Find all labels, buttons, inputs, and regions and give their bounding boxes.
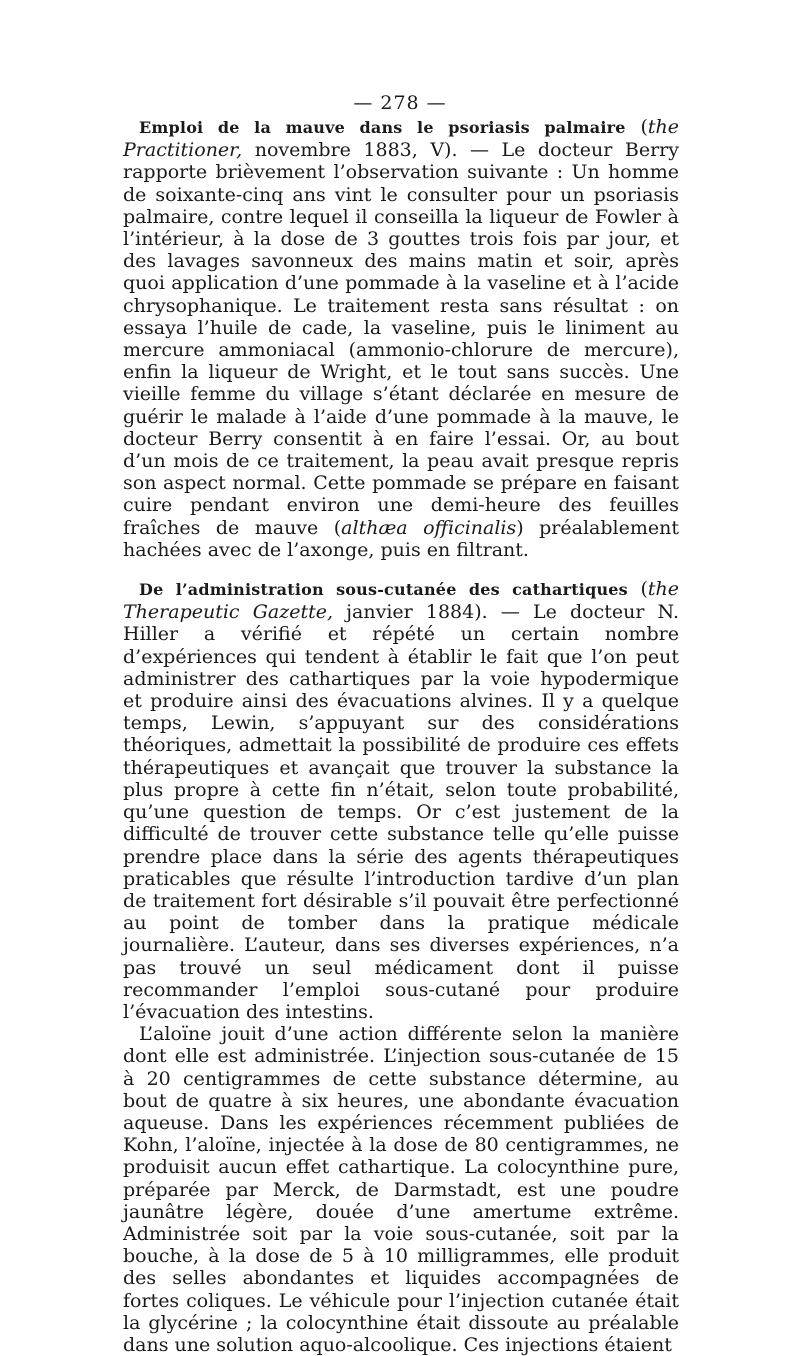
source-date-1: novembre 1883, V). — [242,139,502,162]
body-text-1-end: préalablement hachées avec de l’axonge, puis en filtrant. [123,516,679,561]
heading-mauve-psoriasis: Emploi de la mauve dans le psoriasis palmaire [139,118,626,137]
page-body [123,116,679,1356]
source-date-2: janvier 1884). — [333,601,533,624]
paragraph-mauve-psoriasis: Emploi de la mauve dans le psoriasis palmaire (the Practitioner, novembre 1883, V). — Le docteur Berry rapporte brièvement l’observation suivante : Un homme de soixante-cinq ans vint le consulter pour un psoriasis palmaire, contre lequel il conseilla la liqueur de Fowler à l’intérieur, à la dose de 3 gouttes trois fois par jour, et des lavages savonneux des mains matin et soir, après quoi application d’une pommade à la vaseline et à l’acide chrysophanique. Le traitement resta sans résultat : on essaya l’huile de cade, la vaseline, puis le liniment au mercure ammoniacal (ammonio-chlorure de mercure), enfin la liqueur de Wright, et le tout sans succès. Une vieille femme du village s’étant déclarée en mesure de guérir le malade à l’aide d’une pommade à la mauve, le docteur Berry consentit à en faire l’essai. Or, au bout d’un mois de ce traitement, la peau avait presque repris son aspect normal. Cette pommade se prépare en faisant cuire pendant environ une demi-heure des feuilles fraîches de mauve (althæa officinalis) préalablement hachées avec de l’axonge, puis en filtrant. [123,116,679,561]
paragraph-cathartiques: De l’administration sous-cutanée des cathartiques (the Therapeutic Gazette, janvier 1884). — Le docteur N. Hiller a vérifié et répété un certain nombre d’expériences qui tendent à établir le fait que l’on peut administrer des cathartiques par la voie hypodermique et produire ainsi des évacuations alvines. Il y a quelque temps, Lewin, s’appuyant sur des considérations théoriques, admettait la possibilité de produire ces effets thérapeutiques et avançait que trouver la substance la plus propre à cette fin n’était, selon toute probabilité, qu’une question de temps. Or c’est justement de la difficulté de trouver cette substance telle qu’elle puisse prendre place dans la série des agents thérapeutiques praticables que résulte l’introduction tardive d’un plan de traitement fort désirable s’il pouvait être perfectionné au point de tomber dans la pratique médicale journalière. L’auteur, dans ses diverses expériences, n’a pas trouvé un seul médicament dont il puisse recommander l’emploi sous-cutané pour produire l’évacuation des intestins. [123,578,679,1023]
paragraph-aloine: L’aloïne jouit d’une action différente selon la manière dont elle est administrée. L’injection sous-cutanée de 15 à 20 centigrammes de cette substance détermine, au bout de quatre à six heures, une abondante évacuation aqueuse. Dans les expériences récemment publiées de Kohn, l’aloïne, injectée à la dose de 80 centigrammes, ne produisit aucun effet cathartique. La colocynthine pure, préparée par Merck, de Darmstadt, est une poudre jaunâtre légère, douée d’une amertume extrême. Administrée soit par la voie sous-cutanée, soit par la bouche, à la dose de 5 à 10 milligrammes, elle produit des selles abondantes et liquides accompagnées de fortes coliques. Le véhicule pour l’injection cutanée était la glycérine ; la colocynthine était dissoute au préalable dans une solution aquo-alcoolique. Ces injections étaient [123,1023,679,1356]
source-practitioner: the Practitioner, [123,116,679,162]
page-number: — 278 — [353,92,447,114]
body-text-2: Le docteur N. Hiller a vérifié et répété un certain nombre d’expériences qui tendent à établir le fait que l’on peut administrer des cathartiques par la voie hypodermique et produire ainsi des évacuations alvines. Il y a quelque temps, Lewin, s’appuyant sur des considérations théoriques, admettait la possibilité de produire ces effets thérapeutiques et avançait que trouver la substance la plus propre à cette fin n’était, selon toute probabilité, qu’une question de temps. Or c’est justement de la difficulté de trouver cette substance telle qu’elle puisse prendre place dans la série des agents thérapeutiques praticables que résulte l’introduction tardive d’un plan de traitement fort désirable s’il pouvait être perfectionné au point de tomber dans la pratique médicale journalière. L’auteur, dans ses diverses expériences, n’a pas trouvé un seul médicament dont il puisse recommander l’emploi sous-cutané pour produire l’évacuation des intestins. [123,601,679,1023]
source-therapeutic-gazette: the Therapeutic Gazette, [123,578,679,624]
body-text-1: Le docteur Berry rapporte brièvement l’observation suivante : Un homme de soixante-cinq ans vint le consulter pour un psoriasis palmaire, contre lequel il conseilla la liqueur de Fowler à l’intérieur, à la dose de 3 gouttes trois fois par jour, et des lavages savonneux des mains matin et soir, après quoi application d’une pommade à la vaseline et à l’acide chrysophanique. Le traitement resta sans résultat : on essaya l’huile de cade, la vaseline, puis le liniment au mercure ammoniacal (ammonio-chlorure de mercure), enfin la liqueur de Wright, et le tout sans succès. Une vieille femme du village s’étant déclarée en mesure de guérir le malade à l’aide d’une pommade à la mauve, le docteur Berry consentit à en faire l’essai. Or, au bout d’un mois de ce traitement, la peau avait presque repris son aspect normal. Cette pommade se prépare en faisant cuire pendant environ une demi-heure des feuilles fraîches de mauve [123,139,679,539]
latin-name-althaea: althæa officinalis [341,516,517,539]
heading-cathartiques: De l’administration sous-cutanée des cathartiques [139,580,628,600]
